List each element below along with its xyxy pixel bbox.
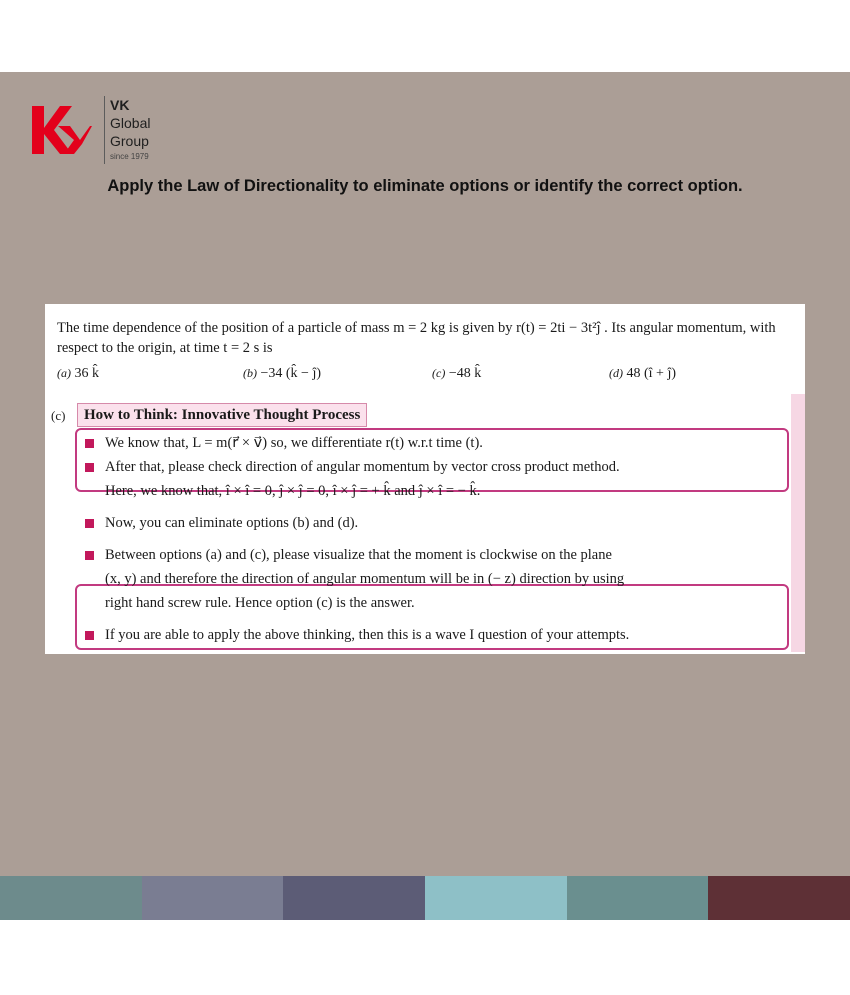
option-a-label: (a) bbox=[57, 366, 71, 380]
thinking-heading: How to Think: Innovative Thought Process bbox=[77, 403, 367, 427]
brand-text bbox=[110, 96, 150, 164]
option-a-value: 36 k̂ bbox=[74, 366, 99, 381]
bullet-text: Now, you can eliminate options (b) and (d). bbox=[105, 515, 359, 531]
vk-logo-icon bbox=[30, 100, 92, 158]
question-card bbox=[45, 304, 805, 654]
bullet-item bbox=[83, 431, 787, 455]
bullet-square-icon bbox=[85, 439, 94, 448]
answer-label: (c) bbox=[51, 408, 66, 423]
brand-logo bbox=[30, 96, 190, 168]
brand-line-3: Group bbox=[110, 133, 149, 149]
footer-swatch bbox=[142, 876, 284, 920]
bullet-text: After that, please check direction of angular momentum by vector cross product method. bbox=[105, 459, 620, 475]
option-b-value: −34 (k̂ − ĵ) bbox=[260, 366, 322, 381]
brand-since: since 1979 bbox=[110, 152, 149, 161]
headline: Apply the Law of Directionality to eliminate options or identify the correct option. bbox=[107, 177, 743, 195]
footer-swatch bbox=[567, 876, 709, 920]
bullet-text: We know that, L = m(r⃗ × v⃗) so, we differentiate r(t) w.r.t time (t). bbox=[105, 435, 483, 451]
bullet-square-icon bbox=[85, 519, 94, 528]
option-c bbox=[432, 366, 481, 382]
slide bbox=[0, 72, 850, 920]
bullet-square-icon bbox=[85, 631, 94, 640]
option-d-label: (d) bbox=[609, 366, 623, 380]
brand-line-2: Global bbox=[110, 115, 151, 131]
logo-divider bbox=[104, 96, 105, 164]
option-c-value: −48 k̂ bbox=[448, 366, 482, 381]
bullet-item bbox=[83, 623, 787, 647]
option-d bbox=[609, 366, 676, 382]
bullet-continuation bbox=[83, 591, 787, 615]
option-a bbox=[57, 366, 99, 382]
thinking-bullets bbox=[83, 431, 787, 647]
options-row bbox=[57, 366, 797, 388]
bullet-text: Between options (a) and (c), please visualize that the moment is clockwise on the plane bbox=[105, 547, 612, 563]
footer-swatch bbox=[0, 876, 142, 920]
bullet-continuation bbox=[83, 479, 787, 503]
bullet-text: right hand screw rule. Hence option (c) is the answer. bbox=[105, 595, 415, 611]
footer-swatch bbox=[708, 876, 850, 920]
option-c-label: (c) bbox=[432, 366, 446, 380]
bullet-text: (x, y) and therefore the direction of angular momentum will be in (− z) direction by using bbox=[105, 571, 625, 587]
bullet-text: If you are able to apply the above thinking, then this is a wave I question of your attempts. bbox=[105, 627, 630, 643]
decorative-strip bbox=[791, 394, 805, 652]
bullet-item bbox=[83, 543, 787, 567]
option-b bbox=[243, 366, 321, 382]
bullet-continuation bbox=[83, 567, 787, 591]
brand-line-1: VK bbox=[110, 97, 130, 113]
option-b-label: (b) bbox=[243, 366, 257, 380]
footer-swatch bbox=[283, 876, 425, 920]
footer-color-bar bbox=[0, 876, 850, 920]
bullet-square-icon bbox=[85, 551, 94, 560]
option-d-value: 48 (î + ĵ) bbox=[626, 366, 676, 381]
bullet-square-icon bbox=[85, 463, 94, 472]
bullet-text: Here, we know that, î × î = 0, ĵ × ĵ = 0, î × ĵ = + k̂ and ĵ × î = − k̂. bbox=[105, 483, 481, 499]
bullet-item bbox=[83, 511, 787, 535]
question-text: The time dependence of the position of a particle of mass m = 2 kg is given by r(t) = 2ti − 3t²ĵ . Its angular momentum, with respect to the origin, at time t = 2 s is bbox=[57, 320, 776, 356]
bullet-item bbox=[83, 455, 787, 479]
footer-swatch bbox=[425, 876, 567, 920]
